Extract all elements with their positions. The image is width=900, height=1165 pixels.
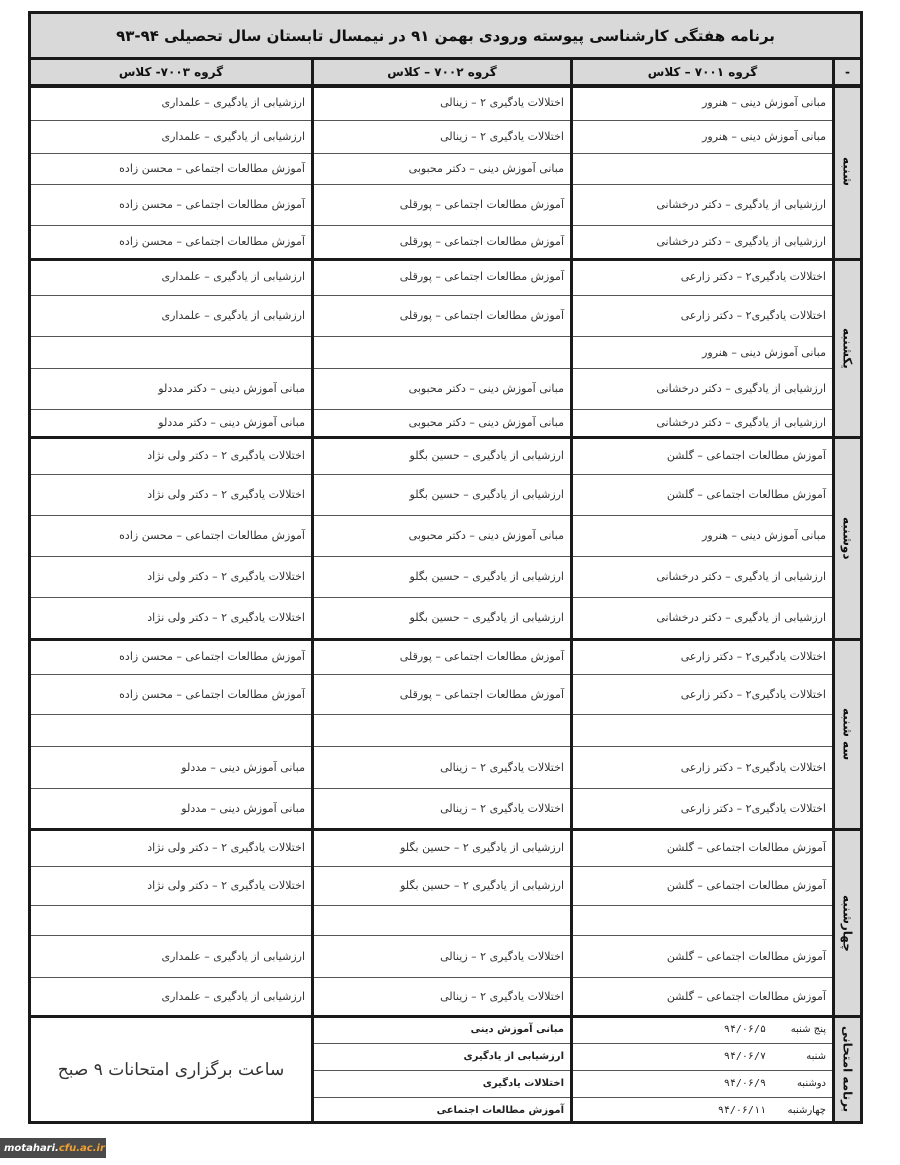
row-divider [31, 905, 832, 906]
class-slot-g3: مبانی آموزش دینی – مددلو [181, 760, 305, 774]
class-slot-g3: آموزش مطالعات اجتماعی – محسن زاده [119, 649, 305, 663]
row-divider [31, 153, 832, 154]
class-slot-g3: ارزشیابی از یادگیری – علمداری [161, 309, 305, 322]
class-slot-g2: آموزش مطالعات اجتماعی – پورقلی [399, 687, 564, 701]
class-slot-g1: مبانی آموزش دینی – هنرور [702, 529, 826, 542]
class-slot-g2: مبانی آموزش دینی – دکتر محبوبی [408, 162, 564, 175]
class-slot-g3: اختلالات یادگیری ۲ – دکتر ولی نژاد [147, 840, 305, 854]
class-slot-g2 [314, 336, 570, 368]
class-slot-g1: آموزش مطالعات اجتماعی – گلشن [666, 488, 826, 501]
class-slot-g3: اختلالات یادگیری ۲ – دکتر ولی نژاد [147, 570, 305, 583]
column-header-group3: گروه ۷۰۰۳- کلاس [31, 60, 311, 87]
class-slot-g1: اختلالات یادگیری۲ – دکتر زارعی [680, 649, 826, 663]
row-divider [31, 866, 832, 867]
day-label: شنبه [840, 157, 855, 186]
row-divider [31, 714, 832, 715]
class-slot-g1: اختلالات یادگیری۲ – دکتر زارعی [680, 687, 826, 701]
day-label-cell [835, 261, 860, 436]
column-divider [570, 57, 573, 1124]
class-slot-g1: مبانی آموزش دینی – هنرور [702, 96, 826, 109]
class-slot-g1: ارزشیابی از یادگیری – دکتر درخشانی [656, 382, 826, 395]
class-slot-g3: اختلالات یادگیری ۲ – دکتر ولی نژاد [147, 448, 305, 462]
class-slot-g3: مبانی آموزش دینی – دکتر مددلو [158, 382, 305, 395]
row-divider [31, 409, 832, 410]
class-slot-g3: ارزشیابی از یادگیری – علمداری [161, 130, 305, 143]
class-slot-g1: آموزش مطالعات اجتماعی – گلشن [666, 879, 826, 892]
column-header-group2: گروه ۷۰۰۲ – کلاس [314, 60, 570, 87]
column-header-group1: گروه ۷۰۰۱ – کلاس [573, 60, 832, 87]
class-slot-g1: ارزشیابی از یادگیری – دکتر درخشانی [656, 416, 826, 429]
class-slot-g3: ارزشیابی از یادگیری – علمداری [161, 989, 305, 1003]
class-slot-g2: آموزش مطالعات اجتماعی – پورقلی [399, 309, 564, 322]
class-slot-g2: مبانی آموزش دینی – دکتر محبوبی [408, 529, 564, 542]
block-divider [31, 638, 860, 641]
class-slot-g1: اختلالات یادگیری۲ – دکتر زارعی [680, 760, 826, 774]
day-label-cell [835, 641, 860, 828]
class-slot-g2: ارزشیابی از یادگیری – حسین بگلو [409, 448, 564, 462]
class-slot-g3: آموزش مطالعات اجتماعی – محسن زاده [119, 198, 305, 211]
class-slot-g2 [314, 905, 570, 935]
class-slot-g2: اختلالات یادگیری ۲ – زینالی [440, 801, 564, 815]
class-slot-g1: آموزش مطالعات اجتماعی – گلشن [666, 448, 826, 462]
exam-date-cell [573, 1070, 832, 1097]
schedule-table [28, 11, 863, 1124]
day-label: یکشنبه [840, 328, 855, 369]
watermark-suffix: cfu.ac.ir [58, 1142, 105, 1154]
class-slot-g2: مبانی آموزش دینی – دکتر محبوبی [408, 416, 564, 429]
row-divider [314, 1097, 832, 1098]
class-slot-g1: آموزش مطالعات اجتماعی – گلشن [666, 949, 826, 963]
class-slot-g3: آموزش مطالعات اجتماعی – محسن زاده [119, 529, 305, 542]
row-divider [31, 295, 832, 296]
exam-course: مبانی آموزش دینی [470, 1023, 564, 1035]
class-slot-g2: آموزش مطالعات اجتماعی – پورقلی [399, 235, 564, 248]
row-divider [31, 336, 832, 337]
block-divider [31, 436, 860, 439]
row-divider [31, 674, 832, 675]
class-slot-g2: ارزشیابی از یادگیری – حسین بگلو [409, 570, 564, 583]
block-divider [31, 85, 860, 88]
exam-date: ۹۴/۰۶/۹ [723, 1078, 766, 1089]
exam-course: ارزشیابی از یادگیری [463, 1051, 564, 1062]
class-slot-g3 [31, 714, 311, 746]
class-slot-g1 [573, 905, 832, 935]
class-slot-g1: ارزشیابی از یادگیری – دکتر درخشانی [656, 611, 826, 624]
site-watermark [0, 1138, 106, 1158]
row-divider [31, 474, 832, 475]
day-label: چهارشنبه [840, 894, 855, 952]
row-divider [31, 368, 832, 369]
class-slot-g3: مبانی آموزش دینی – مددلو [181, 801, 305, 815]
exam-day: شنبه [806, 1051, 826, 1062]
exam-date-cell [573, 1043, 832, 1070]
class-slot-g3: ارزشیابی از یادگیری – علمداری [161, 96, 305, 109]
exam-course: آموزش مطالعات اجتماعی [436, 1105, 564, 1116]
row-divider [31, 184, 832, 185]
row-divider [314, 1070, 832, 1071]
row-divider [31, 120, 832, 121]
page-title: برنامه هفتگی کارشناسی پیوسته ورودی بهمن ۹۱ در نیمسال تابستان سال تحصیلی ۹۴-۹۳ [31, 14, 860, 60]
class-slot-g2: ارزشیابی از یادگیری ۲ – حسین بگلو [400, 879, 564, 892]
class-slot-g3: ارزشیابی از یادگیری – علمداری [161, 949, 305, 963]
class-slot-g3: آموزش مطالعات اجتماعی – محسن زاده [119, 687, 305, 701]
class-slot-g2: آموزش مطالعات اجتماعی – پورقلی [399, 198, 564, 211]
row-divider [31, 788, 832, 789]
exam-time-note: ساعت برگزاری امتحانات ۹ صبح [57, 1059, 285, 1080]
class-slot-g2: آموزش مطالعات اجتماعی – پورقلی [399, 649, 564, 663]
class-slot-g2: آموزش مطالعات اجتماعی – پورقلی [399, 270, 564, 283]
class-slot-g2: اختلالات یادگیری ۲ – زینالی [440, 949, 564, 963]
row-divider [31, 225, 832, 226]
class-slot-g1: اختلالات یادگیری۲ – دکتر زارعی [680, 801, 826, 815]
row-divider [31, 597, 832, 598]
day-label-cell [835, 85, 860, 258]
exam-day: دوشنبه [796, 1078, 826, 1089]
class-slot-g2: اختلالات یادگیری ۲ – زینالی [440, 96, 564, 109]
class-slot-g3: اختلالات یادگیری ۲ – دکتر ولی نژاد [147, 611, 305, 624]
class-slot-g3: ارزشیابی از یادگیری – علمداری [161, 270, 305, 283]
class-slot-g1 [573, 153, 832, 184]
exam-day: چهارشنبه [787, 1105, 826, 1116]
class-slot-g2: اختلالات یادگیری ۲ – زینالی [440, 989, 564, 1003]
row-divider [314, 1043, 832, 1044]
exam-day: پنج شنبه [790, 1023, 826, 1035]
class-slot-g1 [573, 714, 832, 746]
class-slot-g2 [314, 714, 570, 746]
block-divider [31, 828, 860, 831]
class-slot-g1: اختلالات یادگیری۲ – دکتر زارعی [680, 270, 826, 283]
column-header-day: - [835, 60, 860, 87]
exam-course: اختلالات یادگیری [482, 1078, 564, 1089]
class-slot-g2: ارزشیابی از یادگیری ۲ – حسین بگلو [400, 840, 564, 854]
row-divider [31, 746, 832, 747]
exam-date-cell [573, 1015, 832, 1043]
class-slot-g2: ارزشیابی از یادگیری – حسین بگلو [409, 611, 564, 624]
class-slot-g2: اختلالات یادگیری ۲ – زینالی [440, 760, 564, 774]
class-slot-g3: آموزش مطالعات اجتماعی – محسن زاده [119, 235, 305, 248]
column-divider [311, 57, 314, 1124]
exam-date-cell [573, 1097, 832, 1124]
class-slot-g3: اختلالات یادگیری ۲ – دکتر ولی نژاد [147, 879, 305, 892]
column-divider [832, 57, 835, 1124]
class-slot-g1: آموزش مطالعات اجتماعی – گلشن [666, 840, 826, 854]
day-label-cell [835, 439, 860, 638]
exam-label: برنامه امتحانی [840, 1026, 855, 1113]
exam-label-cell [835, 1018, 860, 1121]
class-slot-g3 [31, 905, 311, 935]
class-slot-g3: اختلالات یادگیری ۲ – دکتر ولی نژاد [147, 488, 305, 501]
class-slot-g1: ارزشیابی از یادگیری – دکتر درخشانی [656, 570, 826, 583]
class-slot-g3 [31, 336, 311, 368]
day-label-cell [835, 831, 860, 1015]
exam-date: ۹۴/۰۶/۵ [723, 1023, 766, 1035]
day-label: دوشنبه [840, 517, 855, 560]
row-divider [31, 515, 832, 516]
block-divider [31, 258, 860, 261]
class-slot-g3: مبانی آموزش دینی – دکتر مددلو [158, 416, 305, 429]
class-slot-g1: ارزشیابی از یادگیری – دکتر درخشانی [656, 235, 826, 248]
row-divider [31, 977, 832, 978]
class-slot-g1: آموزش مطالعات اجتماعی – گلشن [666, 989, 826, 1003]
class-slot-g2: اختلالات یادگیری ۲ – زینالی [440, 130, 564, 143]
watermark-prefix: motahari. [4, 1142, 59, 1154]
row-divider [31, 935, 832, 936]
exam-date: ۹۴/۰۶/۷ [723, 1051, 766, 1062]
row-divider [31, 556, 832, 557]
day-label: سه شنبه [840, 708, 855, 761]
class-slot-g2: مبانی آموزش دینی – دکتر محبوبی [408, 382, 564, 395]
exam-date: ۹۴/۰۶/۱۱ [717, 1105, 766, 1116]
class-slot-g3: آموزش مطالعات اجتماعی – محسن زاده [119, 162, 305, 175]
class-slot-g1: مبانی آموزش دینی – هنرور [702, 345, 826, 359]
class-slot-g1: ارزشیابی از یادگیری – دکتر درخشانی [656, 198, 826, 211]
class-slot-g1: اختلالات یادگیری۲ – دکتر زارعی [680, 309, 826, 322]
class-slot-g2: ارزشیابی از یادگیری – حسین بگلو [409, 488, 564, 501]
class-slot-g1: مبانی آموزش دینی – هنرور [702, 130, 826, 143]
